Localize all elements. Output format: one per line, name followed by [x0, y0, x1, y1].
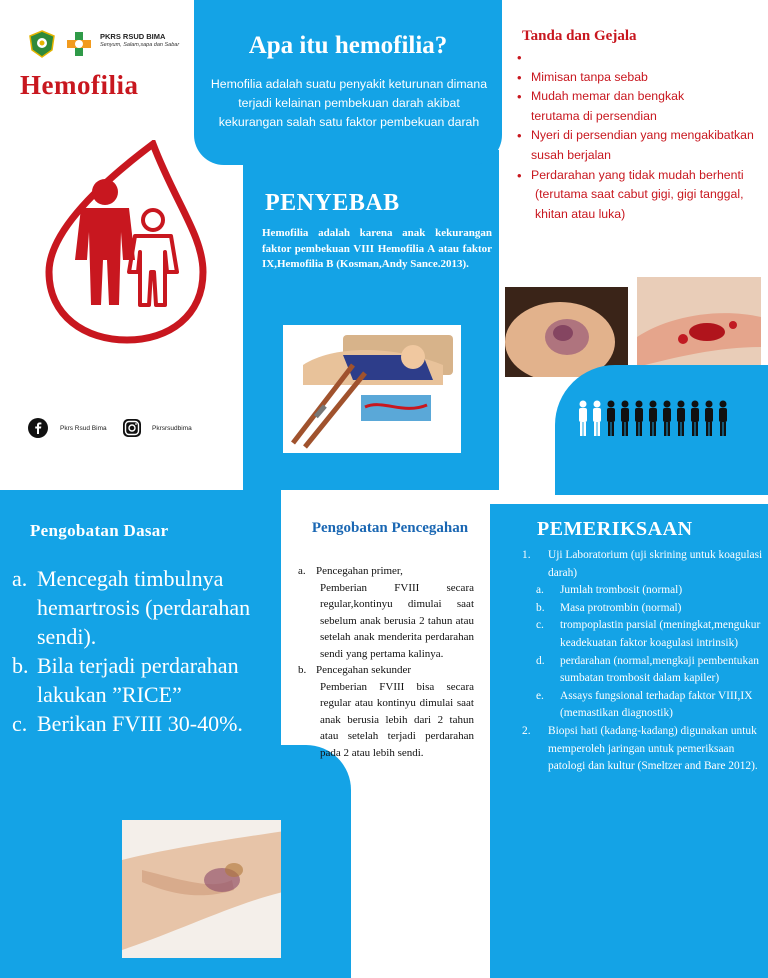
exam-title: PEMERIKSAAN	[537, 518, 693, 540]
cause-body: Hemofilia adalah karena anak kekurangan faktor pembekuan VIII Hemofilia A atau faktor IX,Hemofilia B (Kosman,Andy Sance.2013).	[262, 227, 492, 270]
what-body: Hemofilia adalah suatu penyakit keturunan dimana terjadi kelainan pembekuan darah akibat kekurangan salah satu faktor pembekuan darah	[210, 77, 488, 129]
bruised-arm-photo	[122, 820, 292, 958]
instagram-icon[interactable]	[122, 418, 142, 438]
prevention-item: b. Pencegahan sekunder	[298, 664, 411, 676]
bleeding-finger-photo	[637, 277, 761, 369]
people-row-icon	[577, 398, 737, 438]
crutches-illustration	[283, 325, 461, 453]
symptom-item	[515, 48, 767, 68]
facebook-handle[interactable]: Pkrs Rsud Bima	[60, 425, 107, 432]
symptom-subtext: susah berjalan	[531, 147, 611, 162]
symptom-subtext: terutama di persendian	[531, 108, 657, 123]
exam-subitem: a. Jumlah trombosit (normal)	[536, 584, 683, 597]
symptoms-title: Tanda dan Gejala	[522, 28, 637, 44]
symptom-item: • Nyeri di persendian yang mengakibatkan	[515, 126, 767, 146]
treatment-title: Pengobatan Dasar	[30, 521, 169, 540]
treatment-list	[12, 564, 277, 738]
instagram-handle[interactable]: Pkrsrsudbima	[152, 425, 192, 432]
prevention-text: Pemberian FVIII secara regular,kontinyu dimulai saat sebelum anak berusia 2 tahun atau setelah anak menderita perdarahan sendi yang pertama kalinya.	[320, 581, 474, 660]
prevention-item: a. Pencegahan primer,	[298, 565, 403, 577]
facebook-icon[interactable]	[28, 418, 48, 438]
symptom-item: • Mudah memar dan bengkak	[515, 87, 767, 107]
treatment-item: b. Bila terjadi perdarahan lakukan ”RICE”	[12, 653, 239, 707]
org-motto: Senyum, Salam,sapa dan Sabar	[100, 42, 180, 48]
prevention-title: Pengobatan Pencegahan	[311, 520, 469, 536]
symptoms-list	[515, 48, 767, 224]
cause-title: PENYEBAB	[265, 190, 400, 216]
treatment-item: c. Berikan FVIII 30-40%.	[12, 711, 243, 736]
exam-item: 2. Biopsi hati (kadang-kadang) digunakan untuk memperoleh jaringan untuk pemeriksaan patologi dan kultur (Smeltzer and Bare 2012).	[522, 724, 758, 773]
symptom-item: • Perdarahan yang tidak mudah berhenti	[515, 166, 767, 186]
exam-subitem: b. Masa protrombin (normal)	[536, 601, 682, 614]
prevention-list	[298, 563, 474, 761]
bruised-knee-photo	[505, 287, 628, 377]
org-name: PKRS RSUD BIMA	[100, 32, 166, 41]
exam-list	[522, 547, 768, 776]
exam-item: 1. Uji Laboratorium (uji skrining untuk koagulasi darah)	[522, 549, 763, 579]
exam-subitem: d. perdarahan (normal,mengkaji pembentukan sumbatan trombosit dalam kapiler)	[536, 654, 759, 685]
hemophilia-family-logo	[35, 140, 215, 345]
prevention-text: Pemberian FVIII bisa secara regular atau kontinyu dimulai saat anak berusia lebih dari 2 tahun atau setelah terjadi perdarahan pada 2 atau lebih sendi.	[320, 680, 474, 759]
symptom-subtext: (terutama saat cabut gigi, gigi tanggal, khitan atau luka)	[535, 187, 744, 221]
hospital-logo-icon	[28, 30, 56, 58]
symptom-item: • Mimisan tanpa sebab	[515, 68, 767, 88]
exam-subitem: e. Assays fungsional terhadap faktor VIII,IX (memastikan diagnostik)	[536, 689, 753, 720]
what-title: Apa itu hemofilia?	[248, 32, 448, 59]
decorative-shape	[281, 745, 351, 978]
page-title: Hemofilia	[20, 70, 139, 100]
treatment-item: a. Mencegah timbulnya hemartrosis (perdarahan sendi).	[12, 566, 251, 649]
exam-subitem: c. trompoplastin parsial (meningkat,mengukur keadekuatan faktor koagulasi intrinsik)	[536, 619, 761, 649]
pkrs-logo-icon	[65, 30, 93, 58]
